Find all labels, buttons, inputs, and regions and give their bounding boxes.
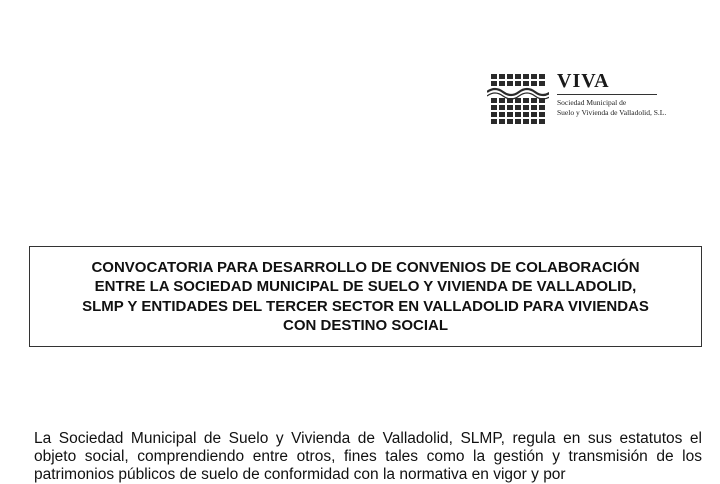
- viva-logo-mark-icon: [487, 72, 549, 128]
- logo-subtitle-line: Sociedad Municipal de: [557, 98, 627, 107]
- title-line: ENTRE LA SOCIEDAD MUNICIPAL DE SUELO Y VIVIENDA DE VALLADOLID,: [94, 278, 637, 295]
- title-line: SLMP Y ENTIDADES DEL TERCER SECTOR EN VALLADOLID PARA VIVIENDAS: [82, 297, 649, 315]
- body-paragraph: La Sociedad Municipal de Suelo y Vivienda de Valladolid, SLMP, regula en sus estatutos el objeto social, comprendiendo entre otros, fines tales como la gestión y transmisión de los patrimonios públicos de suelo de conformidad con la normativa en vigor y por: [34, 430, 702, 483]
- title-line: CON DESTINO SOCIAL: [282, 317, 448, 334]
- logo-name: VIVA: [557, 70, 610, 92]
- logo-divider: [557, 94, 657, 95]
- logo-subtitle-line: Suelo y Vivienda de Valladolid, S.L.: [557, 108, 667, 117]
- viva-logo: [487, 70, 687, 130]
- document-title: [36, 258, 696, 336]
- title-line: CONVOCATORIA PARA DESARROLLO DE CONVENIOS DE COLABORACIÓN: [91, 258, 640, 276]
- logo-subtitle: [557, 98, 687, 118]
- title-box: [29, 246, 702, 347]
